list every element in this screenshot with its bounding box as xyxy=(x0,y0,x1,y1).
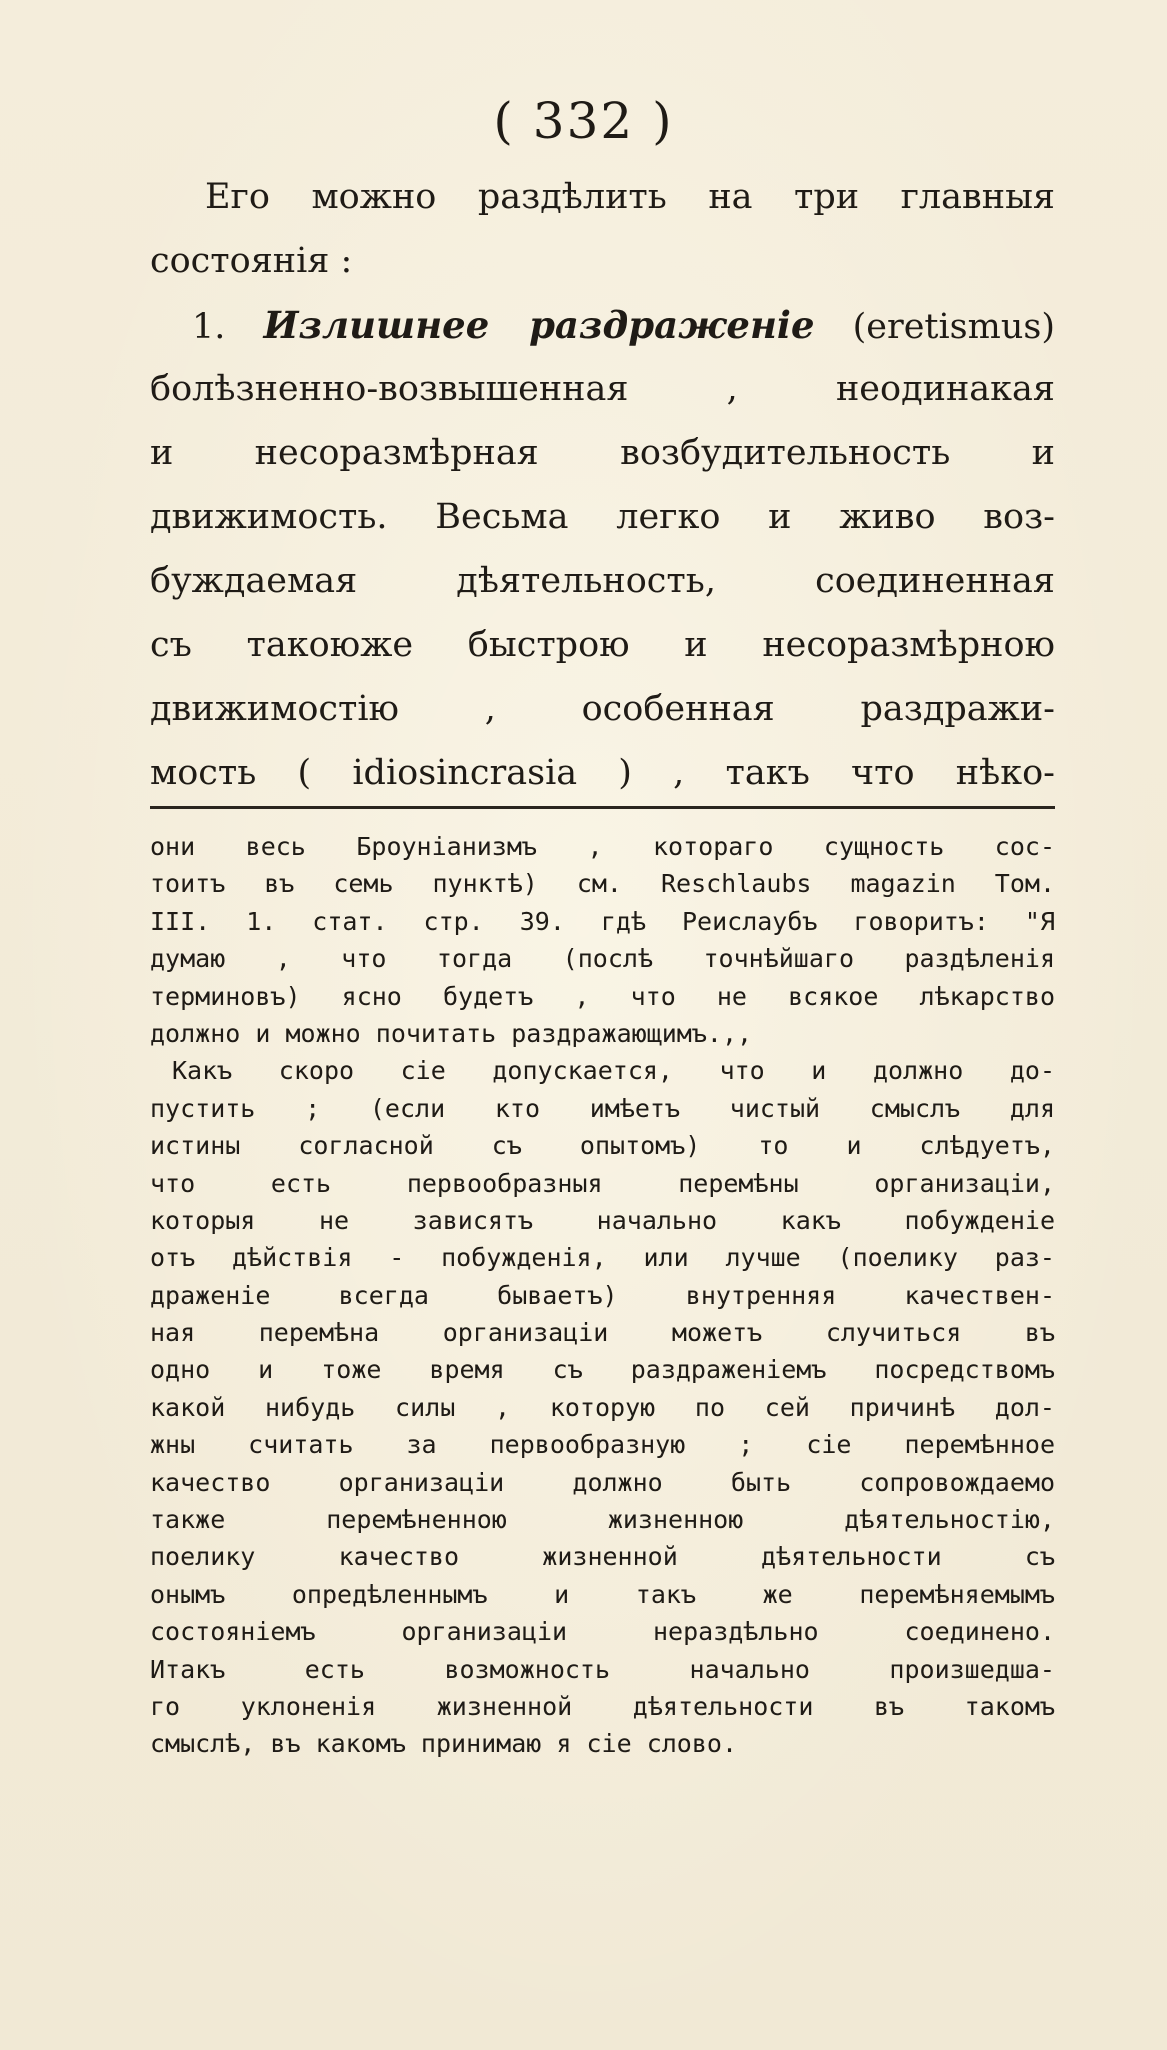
footnote-line: смыслѣ, въ какомъ принимаю я сіе слово. xyxy=(150,1729,737,1759)
main-line: состоянія : xyxy=(150,241,353,281)
main-line: буждаемая дѣятельность, соединенная xyxy=(150,561,1055,601)
footnote-line: поелику качество жизненной дѣятельности съ xyxy=(150,1542,1055,1572)
footnote-line: должно и можно почитать раздражающимъ.,, xyxy=(150,1018,753,1048)
footnote-line: одно и тоже время съ раздраженіемъ посредствомъ xyxy=(150,1355,1055,1385)
footnote-line: истины согласной съ опытомъ) то и слѣдуетъ, xyxy=(150,1131,1055,1161)
footnote-line: Итакъ есть возможность начально произшедша- xyxy=(150,1654,1055,1684)
footnote-line: терминовъ) ясно будетъ , что не всякое лѣкарство xyxy=(150,981,1055,1011)
footnote-line: жны считать за первообразную ; сіе перемѣнное xyxy=(150,1430,1055,1460)
footnote xyxy=(150,828,1055,1763)
footnote-line: что есть первообразныя перемѣны организаціи, xyxy=(150,1168,1055,1198)
footnote-line: какой нибудь силы , которую по сей причинѣ дол- xyxy=(150,1392,1055,1422)
main-line: болѣзненно-возвышенная , неодинакая xyxy=(150,369,1055,409)
footnote-line: III. 1. стат. стр. 39. гдѣ Реислаубъ говоритъ: "Я xyxy=(150,906,1055,936)
footnote-line: думаю , что тогда (послѣ точнѣйшаго раздѣленія xyxy=(150,944,1055,974)
footnote-line: также перемѣненною жизненною дѣятельностію, xyxy=(150,1505,1055,1535)
item-1-term: Излишнее раздраженіе xyxy=(263,303,815,347)
item-1-number: 1. xyxy=(192,307,226,347)
main-line: Его можно раздѣлить на три главныя xyxy=(205,177,1055,217)
footnote-line: Какъ скоро сіе допускается, что и должно до- xyxy=(172,1056,1055,1086)
footnote-line: они весь Броуніанизмъ , котораго сущность сос- xyxy=(150,832,1055,861)
page-number: ( 332 ) xyxy=(493,92,674,150)
item-1-latin: (eretismus) xyxy=(852,307,1055,347)
main-line: и несоразмѣрная возбудительность и xyxy=(150,433,1055,473)
footnote-line: состояніемъ организаціи нераздѣльно соединено. xyxy=(150,1617,1055,1647)
main-line: движимостію , особенная раздражи- xyxy=(150,689,1055,729)
footnote-line: качество организаціи должно быть сопровождаемо xyxy=(150,1467,1055,1497)
main-text xyxy=(150,165,1055,805)
footnote-line: онымъ опредѣленнымъ и такъ же перемѣняемымъ xyxy=(150,1579,1055,1609)
footnote-line: пустить ; (если кто имѣетъ чистый смыслъ для xyxy=(150,1093,1055,1123)
main-line: движимость. Весьма легко и живо воз- xyxy=(150,497,1055,537)
footnote-line: которыя не зависятъ начально какъ побужденіе xyxy=(150,1205,1055,1235)
footnote-line: отъ дѣйствія - побужденія, или лучше (поелику раз- xyxy=(150,1243,1055,1273)
footnote-line: тоитъ въ семь пунктѣ) см. Reschlaubs magazin Том. xyxy=(150,869,1055,899)
footnote-divider xyxy=(150,806,1055,809)
main-line: мость ( idiosincrasia ) , такъ что нѣко- xyxy=(150,753,1055,793)
footnote-line: драженіе всегда бываетъ) внутренняя качествен- xyxy=(150,1280,1055,1310)
footnote-line: го уклоненія жизненной дѣятельности въ такомъ xyxy=(150,1691,1055,1721)
footnote-line: ная перемѣна организаціи можетъ случиться въ xyxy=(150,1318,1055,1348)
main-line: съ такоюже быстрою и несоразмѣрною xyxy=(150,625,1055,665)
item-1-line xyxy=(150,293,1055,357)
